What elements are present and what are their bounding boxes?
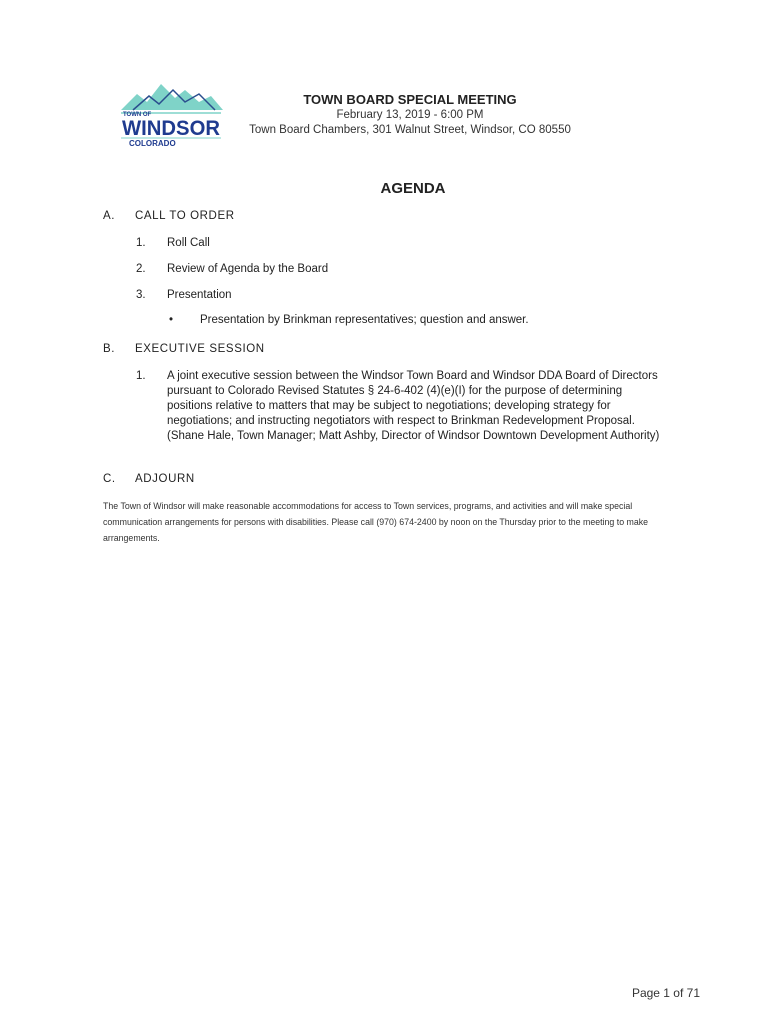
accessibility-notice: The Town of Windsor will make reasonable accommodations for access to Town services, programs, and activities and will make special communication arrangements for persons with disabilities. Please call (970) 674-2400 by noon on the Thursday prior to the meeting to make arrangements. <box>103 501 649 543</box>
logo-sub-text: COLORADO <box>129 139 176 148</box>
item-text: Review of Agenda by the Board <box>167 263 329 275</box>
meeting-title: TOWN BOARD SPECIAL MEETING <box>303 92 517 107</box>
item-number: 1. <box>136 237 146 249</box>
item-text: Presentation <box>167 289 232 301</box>
logo-main-text: WINDSOR <box>122 117 220 140</box>
meeting-location: Town Board Chambers, 301 Walnut Street, Windsor, CO 80550 <box>249 124 571 136</box>
sub-item-text: Presentation by Brinkman representatives; question and answer. <box>200 314 529 326</box>
section-title: EXECUTIVE SESSION <box>135 343 265 355</box>
item-number: 2. <box>136 263 146 275</box>
item-text: Roll Call <box>167 237 210 249</box>
meeting-header <box>230 92 590 138</box>
bullet-point: • <box>169 314 174 326</box>
logo-top-text: TOWN OF <box>123 112 152 118</box>
section-letter: B. <box>103 343 116 355</box>
item-number: 1. <box>136 370 146 382</box>
item-number: 3. <box>136 289 146 301</box>
item-text: A joint executive session between the Windsor Town Board and Windsor DDA Board of Directors pursuant to Colorado Revised Statutes § 24-6-402 (4)(e)(I) for the purpose of determining positions relative to matters that may be subject to negotiations; developing strategy for negotiations; and instructing negotiators with respect to Brinkman Redevelopment Proposal. (Shane Hale, Town Manager; Matt Ashby, Director of Windsor Downtown Development Authority) <box>167 370 660 442</box>
section-title: ADJOURN <box>135 473 195 485</box>
section-letter: A. <box>103 210 116 222</box>
page-number: Page 1 of 71 <box>631 986 700 1000</box>
section-title: CALL TO ORDER <box>135 210 235 222</box>
section-letter: C. <box>103 473 116 485</box>
town-logo <box>119 80 223 150</box>
agenda-title: AGENDA <box>380 180 446 197</box>
meeting-date: February 13, 2019 - 6:00 PM <box>336 109 484 121</box>
